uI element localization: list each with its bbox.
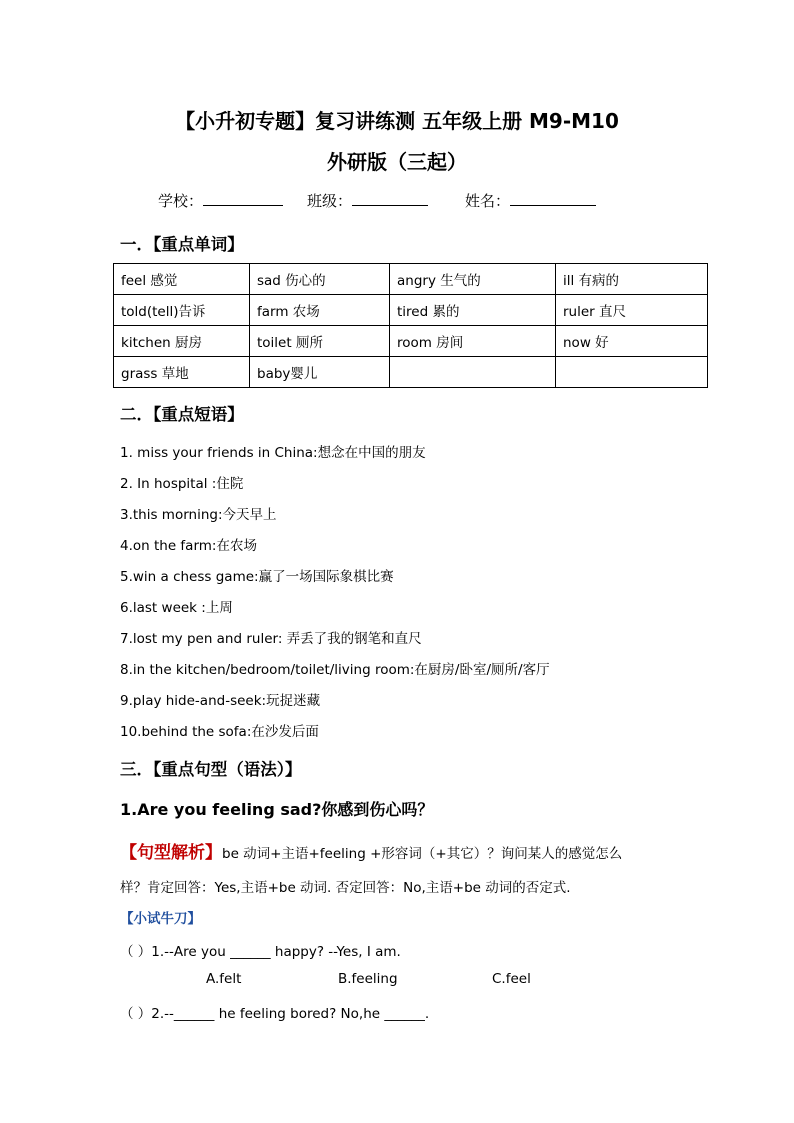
list-item: 8.in the kitchen/bedroom/toilet/living room:在厨房/卧室/厕所/客厅	[120, 662, 550, 678]
table-cell: sad 伤心的	[250, 264, 390, 295]
document-subtitle: 外研版（三起）	[327, 150, 467, 174]
answer-paren-1[interactable]: （ ）	[120, 944, 152, 960]
analysis-line	[120, 838, 622, 863]
list-item: 3.this morning:今天早上	[120, 507, 277, 523]
table-row	[114, 357, 708, 388]
table-cell: grass 草地	[114, 357, 250, 388]
name-field	[465, 190, 596, 211]
list-item: 7.lost my pen and ruler: 弄丢了我的钢笔和直尺	[120, 631, 422, 647]
answer-paren-2[interactable]: （ ）	[120, 1006, 152, 1022]
table-cell: angry 生气的	[390, 264, 556, 295]
analysis-label: 【句型解析】	[120, 843, 222, 863]
practice-label: 【小试牛刀】	[120, 911, 201, 927]
vocabulary-table	[113, 263, 708, 388]
analysis-text: be 动词+主语+feeling +形容词（+其它）？询问某人的感觉怎么	[222, 846, 623, 862]
key-sentence: 1.Are you feeling sad?你感到伤心吗？	[120, 800, 434, 819]
table-cell: kitchen 厨房	[114, 326, 250, 357]
question-1	[120, 940, 401, 960]
table-cell: tired 累的	[390, 295, 556, 326]
analysis-text-continued: 样？肯定回答：Yes,主语+be 动词. 否定回答：No,主语+be 动词的否定式.	[120, 880, 571, 896]
list-item: 2. In hospital :住院	[120, 476, 244, 492]
name-label: 姓名：	[465, 192, 511, 210]
table-row	[114, 326, 708, 357]
list-item: 5.win a chess game:赢了一场国际象棋比赛	[120, 569, 394, 585]
school-blank[interactable]	[203, 191, 283, 206]
list-item: 9.play hide-and-seek:玩捉迷藏	[120, 693, 321, 709]
table-cell: ruler 直尺	[556, 295, 708, 326]
table-cell: feel 感觉	[114, 264, 250, 295]
option-a: A.felt	[206, 971, 242, 987]
table-cell: now 好	[556, 326, 708, 357]
question-1-text: 1.--Are you ______ happy? --Yes, I am.	[151, 944, 401, 960]
option-c: C.feel	[492, 971, 531, 987]
table-cell: farm 农场	[250, 295, 390, 326]
table-cell: ill 有病的	[556, 264, 708, 295]
list-item: 10.behind the sofa:在沙发后面	[120, 724, 319, 740]
list-item: 6.last week :上周	[120, 600, 233, 616]
section-heading-phrases: 二．【重点短语】	[120, 405, 244, 424]
table-cell: baby婴儿	[250, 357, 390, 388]
school-field	[158, 190, 283, 211]
table-row	[114, 264, 708, 295]
table-cell	[556, 357, 708, 388]
question-2-text: 2.--______ he feeling bored? No,he ______.	[151, 1006, 430, 1022]
question-2	[120, 1002, 429, 1022]
table-cell: told(tell)告诉	[114, 295, 250, 326]
section-heading-words: 一．【重点单词】	[120, 235, 244, 254]
list-item: 1. miss your friends in China:想念在中国的朋友	[120, 445, 426, 461]
table-cell	[390, 357, 556, 388]
name-blank[interactable]	[510, 191, 596, 206]
table-cell: room 房间	[390, 326, 556, 357]
class-blank[interactable]	[352, 191, 428, 206]
document-title: 【小升初专题】复习讲练测 五年级上册 M9-M10	[175, 109, 619, 133]
section-heading-sentences: 三．【重点句型（语法）】	[120, 760, 302, 779]
class-label: 班级：	[307, 192, 353, 210]
table-cell: toilet 厕所	[250, 326, 390, 357]
list-item: 4.on the farm:在农场	[120, 538, 257, 554]
table-row	[114, 295, 708, 326]
school-label: 学校：	[158, 192, 204, 210]
option-b: B.feeling	[338, 971, 398, 987]
class-field	[307, 190, 428, 211]
